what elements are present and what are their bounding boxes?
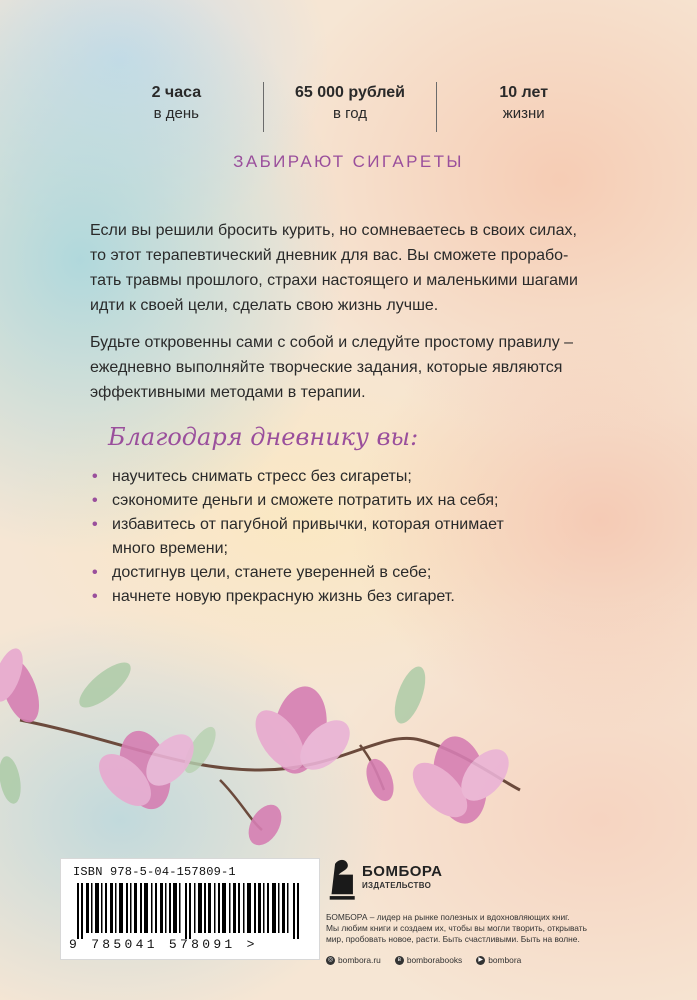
publisher-name: БОМБОРА [362,863,443,880]
magnolia-branch-illustration [0,630,697,860]
social-label: bomborabooks [406,955,463,965]
rule-paragraph [90,330,610,405]
social-website[interactable] [326,955,381,965]
bullet-icon: • [92,564,98,581]
barcode [60,858,320,960]
bullet-icon: • [92,588,98,605]
vk-icon: в [395,956,404,965]
publisher-subtitle: ИЗДАТЕЛЬСТВО [362,881,432,890]
publisher-socials [326,955,521,965]
barcode-bars-icon [77,883,303,939]
intro-line: Если вы решили бросить курить, но сомневаетесь в своих силах, [90,222,577,239]
social-label: bombora.ru [338,955,381,965]
rule-line: ежедневно выполняйте творческие задания, которые являются [90,359,563,376]
barcode-digits: 9 785041 578091 > [69,937,258,952]
rule-line: Будьте откровенны сами с собой и следуйте простому правилу – [90,334,574,351]
stats-row [90,82,610,132]
social-vk[interactable] [395,955,462,965]
stat-unit: в год [332,105,368,122]
intro-line: тать травмы прошлого, страхи настоящего и маленькими шагами [90,272,578,289]
instagram-icon: ◎ [327,956,334,963]
benefit-item: • научитесь снимать стресс без сигареты; [92,465,612,489]
bombora-logo-icon [326,855,362,905]
social-channels[interactable] [476,955,521,965]
isbn-label: ISBN 978-5-04-157809-1 [73,865,236,879]
intro-line: идти к своей цели, сделать свою жизнь лучше. [90,297,439,314]
stat-value: 10 лет [499,84,549,101]
benefit-item: • достигнув цели, станете уверенней в себе; [92,561,612,585]
cigarettes-take-caption: ЗАБИРАЮТ СИГАРЕТЫ [233,152,464,171]
benefit-item: • избавитесь от пагубной привычки, которая отнимает много времени; [92,513,612,561]
bullet-icon: • [92,516,98,533]
stat-money [263,82,437,132]
intro-paragraph [90,218,610,318]
stat-value: 2 часа [151,84,202,101]
rule-line: эффективными методами в терапии. [90,384,366,401]
benefit-item: • сэкономите деньги и сможете потратить их на себя; [92,489,612,513]
stat-hours [90,82,263,132]
intro-line: то этот терапевтический дневник для вас. Вы сможете прорабо- [90,247,569,264]
stat-unit: в день [153,105,199,122]
benefits-heading: Благодаря дневнику вы: [108,423,419,451]
youtube-telegram-icon: ▶ [476,956,485,965]
stat-years [436,82,610,132]
stat-value: 65 000 рублей [295,84,406,101]
social-label: bombora [488,955,522,965]
bullet-icon: • [92,492,98,509]
benefits-list [92,465,612,609]
stat-unit: жизни [502,105,545,122]
benefit-item: • начнете новую прекрасную жизнь без сигарет. [92,585,612,609]
publisher-blurb: БОМБОРА – лидер на рынке полезных и вдохновляющих книг. Мы любим книги и создаем их, чтобы вы могли творить, открывать мир, пробовать новое, расти. Быть счастливыми. Быть на волне. [326,912,587,944]
bullet-icon: • [92,468,98,485]
